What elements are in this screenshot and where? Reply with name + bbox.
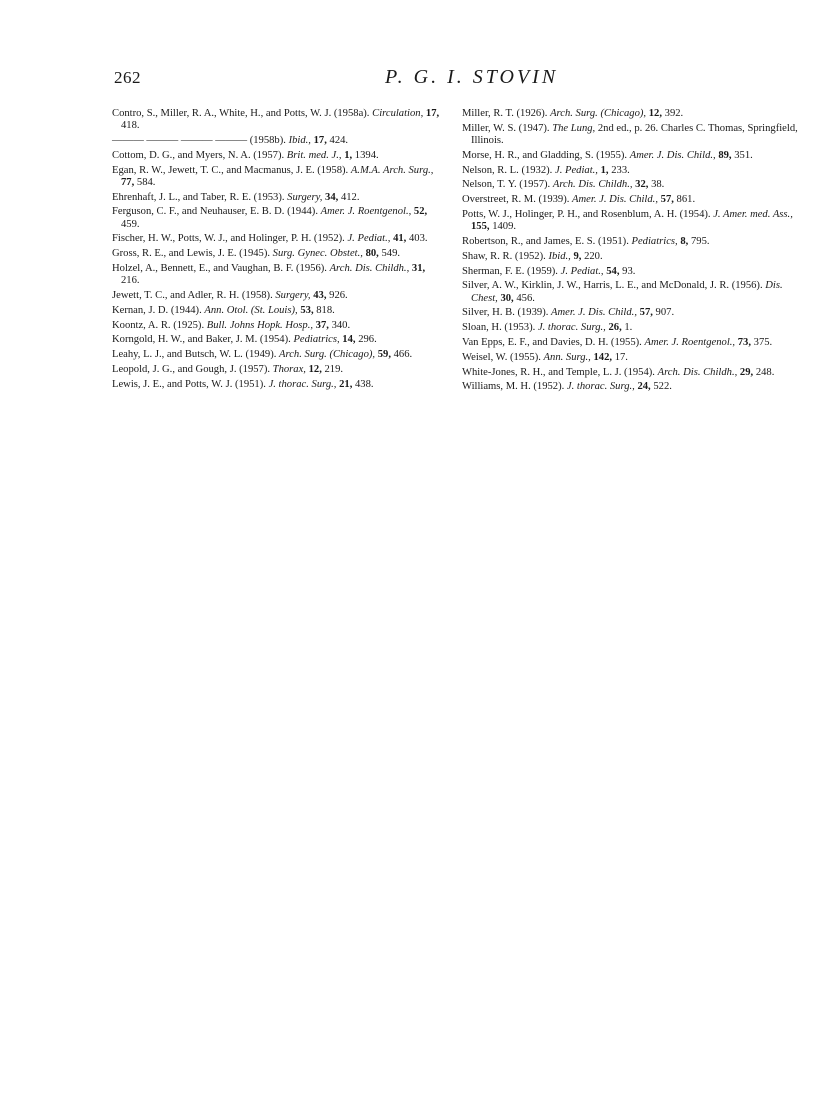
reference-pages: 219. bbox=[324, 363, 344, 375]
reference-pages: 220. bbox=[584, 250, 603, 262]
reference-volume: 1, bbox=[600, 164, 609, 176]
reference-pages: 296. bbox=[358, 334, 377, 346]
reference-authors: Koontz, A. R. (1925). bbox=[112, 319, 205, 331]
reference-volume: 77, bbox=[121, 176, 135, 188]
reference-volume: 1, bbox=[344, 149, 353, 161]
reference-journal: Arch. Dis. Childh., bbox=[657, 366, 738, 378]
reference-journal: Amer. J. Roentgenol., bbox=[320, 206, 412, 218]
reference-volume: 12, bbox=[308, 363, 322, 375]
reference-journal: A.M.A. Arch. Surg., bbox=[350, 164, 434, 176]
reference-volume: 26, bbox=[608, 322, 622, 334]
reference-volume: 14, bbox=[342, 334, 356, 346]
reference-pages: 1. bbox=[624, 322, 633, 334]
reference-authors: Morse, H. R., and Gladding, S. (1955). bbox=[462, 149, 628, 161]
reference-journal: Ann. Otol. (St. Louis), bbox=[204, 304, 298, 316]
reference-volume: 54, bbox=[606, 265, 620, 277]
reference-pages: 412. bbox=[340, 191, 360, 203]
reference-journal: Arch. Dis. Childh., bbox=[552, 179, 633, 191]
reference-volume: 52, bbox=[413, 206, 428, 218]
reference-entry bbox=[112, 192, 442, 204]
reference-journal: Amer. J. Roentgenol., bbox=[644, 336, 736, 348]
reference-pages: 248. bbox=[755, 366, 775, 378]
reference-authors: Nelson, R. L. (1932). bbox=[462, 164, 553, 176]
reference-volume: 21, bbox=[339, 378, 353, 390]
reference-entry bbox=[462, 179, 802, 191]
reference-entry bbox=[112, 305, 442, 317]
reference-authors: Korngold, H. W., and Baker, J. M. (1954). bbox=[112, 334, 291, 346]
reference-journal: Surgery, bbox=[275, 289, 311, 301]
reference-volume: 57, bbox=[639, 307, 653, 319]
reference-pages: 818. bbox=[316, 304, 335, 316]
reference-entry bbox=[462, 367, 802, 379]
reference-journal: J. Pediat., bbox=[555, 164, 598, 176]
reference-pages: 549. bbox=[381, 248, 401, 260]
reference-journal: Surg. Gynec. Obstet., bbox=[272, 248, 363, 260]
reference-pages: 2nd ed., p. 26. Charles C. Thomas, Springfield, Illinois. bbox=[471, 122, 798, 146]
reference-authors: ——— ——— ——— ——— (1958b). bbox=[112, 135, 286, 146]
reference-pages: 424. bbox=[329, 135, 349, 146]
reference-entry bbox=[112, 320, 442, 332]
reference-authors: Cottom, D. G., and Myers, N. A. (1957). bbox=[112, 149, 285, 161]
reference-entry bbox=[462, 209, 802, 233]
reference-entry bbox=[462, 280, 802, 304]
reference-authors: Weisel, W. (1955). bbox=[462, 351, 541, 363]
reference-authors: Williams, M. H. (1952). bbox=[462, 381, 565, 393]
reference-pages: 907. bbox=[655, 307, 675, 319]
reference-pages: 375. bbox=[753, 336, 773, 348]
reference-entry bbox=[462, 322, 802, 334]
reference-pages: 861. bbox=[676, 194, 696, 206]
reference-pages: 1394. bbox=[354, 149, 379, 161]
reference-entry bbox=[112, 364, 442, 376]
reference-volume: 73, bbox=[737, 336, 751, 348]
reference-entry bbox=[462, 381, 802, 393]
reference-pages: 466. bbox=[393, 349, 413, 361]
reference-entry bbox=[112, 334, 442, 346]
reference-authors: Potts, W. J., Holinger, P. H., and Rosenblum, A. H. (1954). bbox=[462, 208, 711, 220]
reference-pages: 403. bbox=[408, 233, 428, 245]
reference-volume: 53, bbox=[300, 304, 314, 316]
reference-entry bbox=[462, 251, 802, 263]
reference-volume: 80, bbox=[365, 248, 379, 260]
reference-volume: 17, bbox=[313, 135, 327, 146]
reference-volume: 43, bbox=[313, 289, 327, 301]
reference-volume: 34, bbox=[325, 191, 339, 203]
running-head: P. G. I. STOVIN bbox=[385, 66, 559, 88]
reference-volume: 9, bbox=[573, 250, 582, 262]
reference-authors: Lewis, J. E., and Potts, W. J. (1951). bbox=[112, 378, 266, 390]
reference-entry bbox=[112, 165, 442, 189]
reference-authors: Sloan, H. (1953). bbox=[462, 322, 536, 334]
reference-journal: Amer. J. Dis. Child., bbox=[551, 307, 637, 319]
reference-journal: Arch. Dis. Childh., bbox=[329, 262, 410, 274]
reference-entry bbox=[462, 194, 802, 206]
page-number: 262 bbox=[114, 68, 141, 87]
reference-journal: J. Pediat., bbox=[347, 233, 391, 245]
reference-entry bbox=[112, 135, 442, 147]
reference-entry bbox=[112, 290, 442, 302]
reference-pages: 1409. bbox=[492, 221, 517, 233]
reference-pages: 795. bbox=[690, 235, 710, 247]
reference-authors: Ehrenhaft, J. L., and Taber, R. E. (1953). bbox=[112, 191, 285, 203]
reference-volume: 89, bbox=[718, 149, 732, 161]
reference-journal: Arch. Surg. (Chicago), bbox=[550, 108, 647, 119]
reference-authors: Leopold, J. G., and Gough, J. (1957). bbox=[112, 363, 271, 375]
reference-authors: Silver, A. W., Kirklin, J. W., Harris, L. E., and McDonald, J. R. (1956). bbox=[462, 280, 763, 292]
reference-entry bbox=[112, 108, 442, 132]
reference-journal: J. thorac. Surg., bbox=[566, 381, 635, 393]
reference-volume: 155, bbox=[471, 221, 490, 233]
reference-journal: Arch. Surg. (Chicago), bbox=[279, 349, 376, 361]
reference-volume: 32, bbox=[635, 179, 649, 191]
reference-entry bbox=[462, 108, 802, 120]
reference-entry bbox=[112, 349, 442, 361]
reference-entry bbox=[462, 266, 802, 278]
reference-authors: Miller, R. T. (1926). bbox=[462, 108, 548, 119]
reference-journal: J. thorac. Surg., bbox=[268, 378, 337, 390]
reference-volume: 57, bbox=[660, 194, 674, 206]
reference-journal: Pediatrics, bbox=[293, 334, 340, 346]
reference-volume: 59, bbox=[377, 349, 391, 361]
reference-journal: J. thorac. Surg., bbox=[537, 322, 606, 334]
reference-entry bbox=[112, 248, 442, 260]
reference-pages: 522. bbox=[653, 381, 672, 393]
references-right-column bbox=[462, 108, 802, 396]
reference-journal: J. Pediat., bbox=[560, 265, 604, 277]
reference-journal: Thorax, bbox=[272, 363, 306, 375]
reference-volume: 29, bbox=[739, 366, 754, 378]
reference-volume: 24, bbox=[637, 381, 651, 393]
reference-journal: J. Amer. med. Ass., bbox=[713, 208, 793, 220]
reference-journal: Amer. J. Dis. Child., bbox=[572, 194, 658, 206]
reference-pages: 438. bbox=[355, 378, 374, 390]
reference-volume: 142, bbox=[593, 351, 613, 363]
reference-authors: Fischer, H. W., Potts, W. J., and Holinger, P. H. (1952). bbox=[112, 233, 345, 245]
reference-authors: Gross, R. E., and Lewis, J. E. (1945). bbox=[112, 248, 271, 260]
reference-entry bbox=[112, 206, 442, 230]
reference-pages: 418. bbox=[121, 120, 140, 132]
reference-journal: Brit. med. J., bbox=[286, 149, 342, 161]
reference-journal: Ibid., bbox=[288, 135, 311, 146]
reference-volume: 8, bbox=[680, 235, 689, 247]
reference-authors: Jewett, T. C., and Adler, R. H. (1958). bbox=[112, 289, 273, 301]
reference-pages: 926. bbox=[329, 289, 348, 301]
reference-pages: 351. bbox=[734, 149, 753, 161]
reference-journal: Ann. Surg., bbox=[543, 351, 591, 363]
reference-journal: Bull. Johns Hopk. Hosp., bbox=[206, 319, 313, 331]
reference-pages: 93. bbox=[622, 265, 636, 277]
reference-entry bbox=[462, 123, 802, 147]
reference-journal: Dis. Chest, bbox=[471, 280, 783, 304]
reference-pages: 456. bbox=[516, 292, 535, 304]
reference-authors: White-Jones, R. H., and Temple, L. J. (1954). bbox=[462, 366, 655, 378]
reference-entry bbox=[462, 236, 802, 248]
reference-entry bbox=[112, 379, 442, 391]
reference-authors: Holzel, A., Bennett, E., and Vaughan, B. F. (1956). bbox=[112, 262, 327, 274]
reference-journal: The Lung, bbox=[552, 122, 596, 134]
reference-entry bbox=[462, 165, 802, 177]
references-left-column bbox=[112, 108, 442, 394]
reference-journal: Pediatrics, bbox=[631, 235, 678, 247]
reference-entry bbox=[112, 263, 442, 287]
reference-volume: 41, bbox=[393, 233, 407, 245]
reference-journal: Surgery, bbox=[287, 191, 323, 203]
reference-entry bbox=[462, 352, 802, 364]
reference-pages: 459. bbox=[121, 218, 140, 230]
reference-authors: Silver, H. B. (1939). bbox=[462, 307, 549, 319]
reference-volume: 37, bbox=[315, 319, 329, 331]
reference-authors: Leahy, L. J., and Butsch, W. L. (1949). bbox=[112, 349, 277, 361]
reference-volume: 12, bbox=[648, 108, 662, 119]
reference-journal: Amer. J. Dis. Child., bbox=[629, 149, 716, 161]
reference-volume: 31, bbox=[411, 262, 426, 274]
reference-authors: Van Epps, E. F., and Davies, D. H. (1955). bbox=[462, 336, 642, 348]
reference-entry bbox=[462, 150, 802, 162]
reference-journal: Circulation, bbox=[372, 108, 424, 119]
reference-entry bbox=[462, 337, 802, 349]
reference-volume: 17, bbox=[425, 108, 440, 119]
reference-authors: Egan, R. W., Jewett, T. C., and Macmanus, J. E. (1958). bbox=[112, 164, 349, 176]
reference-pages: 38. bbox=[651, 179, 665, 191]
reference-authors: Nelson, T. Y. (1957). bbox=[462, 179, 551, 191]
reference-authors: Miller, W. S. (1947). bbox=[462, 122, 550, 134]
reference-pages: 233. bbox=[611, 164, 630, 176]
reference-authors: Shaw, R. R. (1952). bbox=[462, 250, 546, 262]
reference-entry bbox=[112, 233, 442, 245]
reference-authors: Ferguson, C. F., and Neuhauser, E. B. D. (1944). bbox=[112, 206, 318, 218]
reference-entry bbox=[112, 150, 442, 162]
reference-authors: Robertson, R., and James, E. S. (1951). bbox=[462, 235, 629, 247]
reference-pages: 216. bbox=[121, 275, 140, 287]
reference-journal: Ibid., bbox=[548, 250, 571, 262]
reference-authors: Contro, S., Miller, R. A., White, H., and Potts, W. J. (1958a). bbox=[112, 108, 370, 119]
reference-pages: 340. bbox=[331, 319, 351, 331]
reference-pages: 17. bbox=[614, 351, 628, 363]
reference-volume: 30, bbox=[500, 292, 514, 304]
reference-pages: 584. bbox=[136, 176, 156, 188]
reference-authors: Overstreet, R. M. (1939). bbox=[462, 194, 570, 206]
reference-authors: Sherman, F. E. (1959). bbox=[462, 265, 558, 277]
reference-entry bbox=[462, 307, 802, 319]
reference-authors: Kernan, J. D. (1944). bbox=[112, 304, 202, 316]
reference-pages: 392. bbox=[664, 108, 684, 119]
